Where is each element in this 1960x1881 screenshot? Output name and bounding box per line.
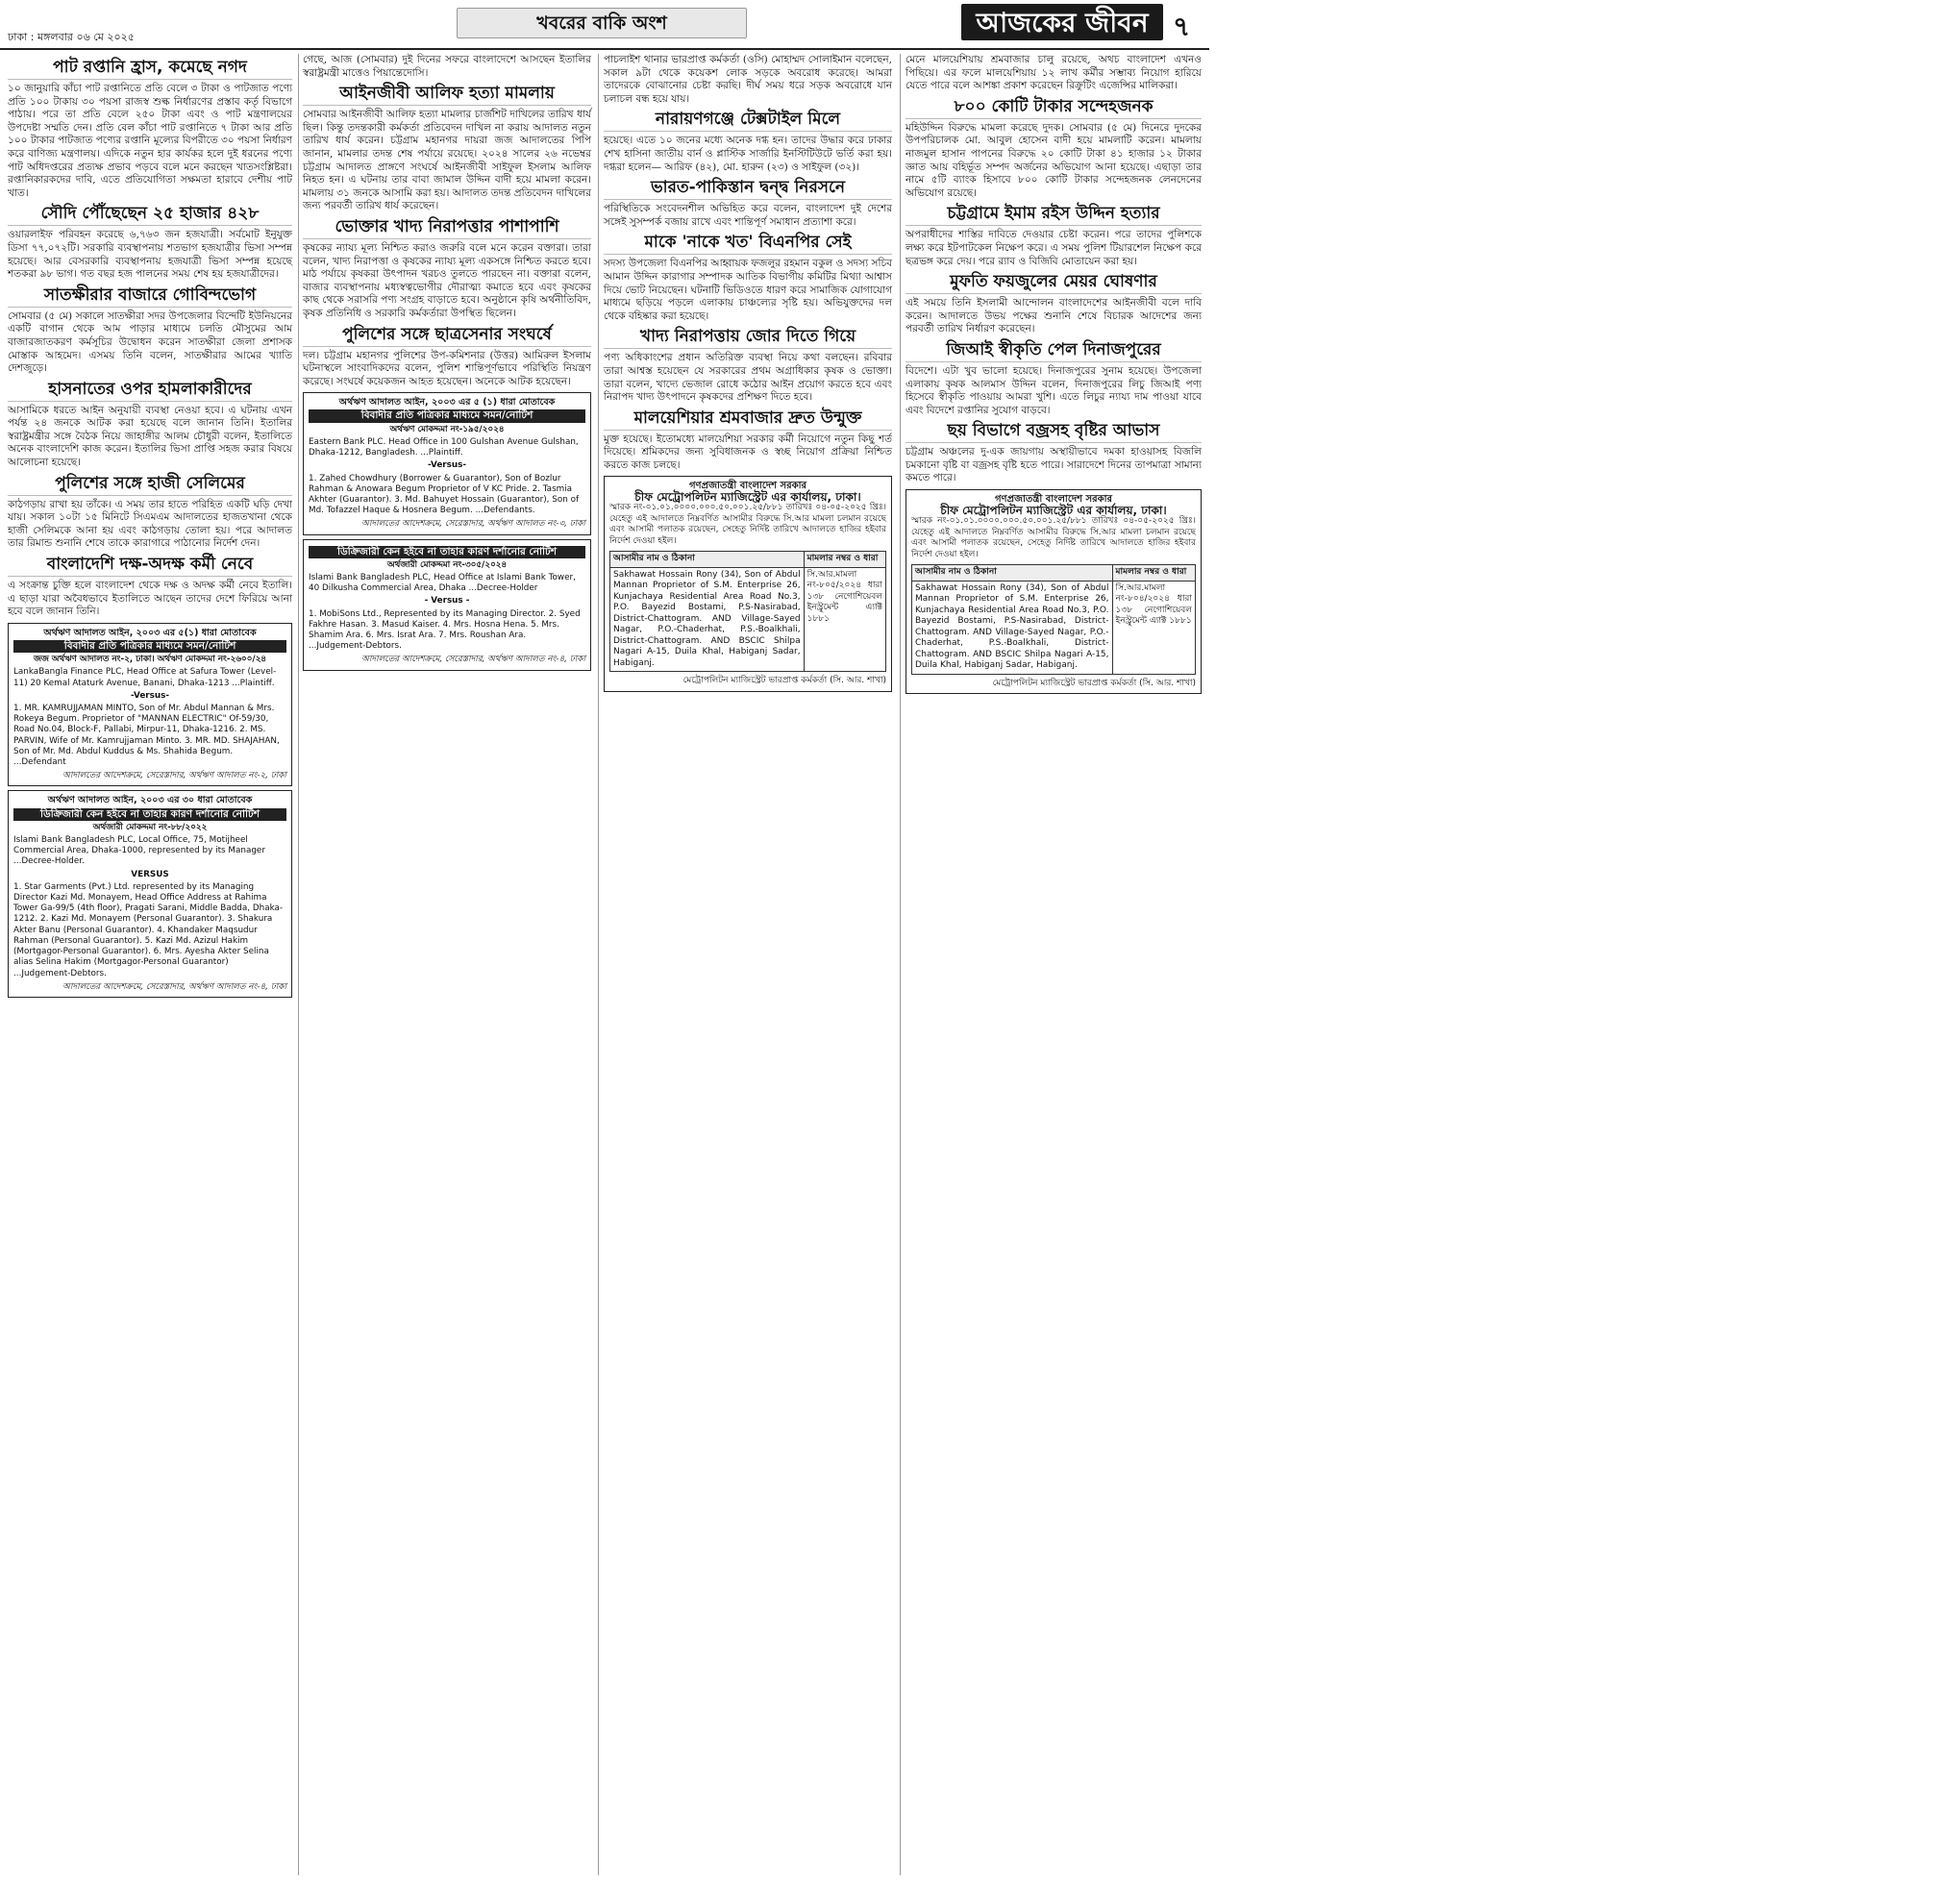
story-body: চট্টগ্রাম অঞ্চলের দু-এক জায়গায় অস্থায়ীভাবে দমকা হাওয়াসহ বিজলি চমকানো বৃষ্টি বা বজ্রসহ বৃষ্টি হতে পারে। সারাদেশে দিনের তাপমাত্রা সামান্য কমতে পারে।: [906, 446, 1202, 484]
legal-notice-summons: [303, 392, 591, 534]
case-details: সি.আর.মামলা নং-৮০৫/২০২৪ ধারা ১৩৮ নেগোশিয়েবল ইনস্ট্রুমেন্ট এ্যাক্ট ১৮৮১: [804, 567, 885, 672]
accused-details: Sakhawat Hossain Rony (34), Son of Abdul Mannan Proprietor of S.M. Enterprise 26, Kunjachaya Residential Area Road No.3, P.O. Bayezid Bostami, P.S-Nasirabad, District-Chattogram. AND Village-Sayed Nagar, P.O.-Chaderhat, P.S.-Boalkhali, District-Chattogram. AND BSCIC Shilpa Nagari A-15, Duila Khal, Habiganj Sadar, Habiganj.: [610, 567, 805, 672]
story-headline: মুফতি ফয়জুলের মেয়র ঘোষণার: [906, 272, 1202, 294]
story-headline: হাসনাতের ওপর হামলাকারীদের: [8, 380, 292, 402]
notice-defendants: 1. Zahed Chowdhury (Borrower & Guarantor), Son of Bozlur Rahman & Anowara Begum Proprietor of V KC Pride. 2. Tasmia Akhter (Guarantor). 3. Md. Bahuyet Hossain (Guarantor), Son of Md. Tofazzel Haque & Hosnera Begum. ...Defendants.: [309, 473, 580, 516]
notice-head: অর্থঋণ আদালত আইন, ২০০৩ এর ৫ (১) ধারা মোতাবেক: [338, 397, 556, 408]
notice-court: অর্থজারী মোকদ্দমা নং-৮৮/২০২২: [92, 822, 208, 832]
story-mufti-mayor: [906, 272, 1202, 336]
story-headline: জিআই স্বীকৃতি পেল দিনাজপুরের: [906, 340, 1202, 362]
story-food-safety: [303, 217, 591, 321]
section-title: খবরের বাকি অংশ: [457, 8, 747, 38]
court-signature: মেট্রোপলিটন ম্যাজিস্ট্রেট ভারপ্রাপ্ত কর্মকর্তা (সি. আর. শাখা): [682, 676, 886, 686]
story-headline: পুলিশের সঙ্গে হাজী সেলিমের: [8, 474, 292, 496]
column-1: [8, 54, 292, 1875]
story-headline: সাতক্ষীরার বাজারে গোবিন্দভোগ: [8, 285, 292, 308]
story-headline: ছয় বিভাগে বজ্রসহ বৃষ্টির আভাস: [906, 421, 1202, 443]
notice-versus: -Versus-: [427, 460, 467, 471]
story-headline: মালয়েশিয়ার শ্রমবাজার দ্রুত উন্মুক্ত: [604, 408, 892, 431]
story-body: কৃষকের ন্যায্য মূল্য নিশ্চিত করাও জরুরি বলে মনে করেন বক্তারা। তারা বলেন, খাদ্য নিরাপত্তা ও কৃষকের ন্যায্য মূল্য একসঙ্গে নিশ্চিত করতে হবে। মাঠ পর্যায়ে কৃষকরা উৎপাদন খরচও তুলতে পারছেন না। বক্তারা বলেন, বাজার ব্যবস্থাপনায় মধ্যস্বত্বভোগীর দৌরাত্ম্য কমাতে হবে এবং কৃষকের কাছ থেকে সরাসরি পণ্য সংগ্রহ বাড়াতে হবে। অনুষ্ঠানে কৃষি অর্থনীতিবিদ, কৃষক প্রতিনিধি ও সরকারি কর্মকর্তারা উপস্থিত ছিলেন।: [303, 241, 591, 319]
legal-notice-decree: [303, 539, 591, 671]
story-haji-selim: [8, 474, 292, 551]
notice-versus: VERSUS: [131, 869, 169, 879]
story-imam-murder: [906, 204, 1202, 268]
story-hasnat-attack: [8, 380, 292, 470]
story-headline: খাদ্য নিরাপত্তায় জোর দিতে গিয়ে: [604, 327, 892, 349]
notice-plaintiff: Islami Bank Bangladesh PLC, Head Office at Islami Bank Tower, 40 Dilkusha Commercial Area, Dhaka ...Decree-Holder: [309, 572, 576, 594]
story-malaysia-labour: [604, 408, 892, 473]
story-headline: পাট রপ্তানি হ্রাস, কমেছে নগদ: [8, 58, 292, 80]
notice-plaintiff: Eastern Bank PLC. Head Office in 100 Gulshan Avenue Gulshan, Dhaka-1212, Bangladesh. ...Plaintiff.: [309, 436, 579, 458]
notice-plaintiff: Islami Bank Bangladesh PLC, Local Office, 75, Motijheel Commercial Area, Dhaka-1000, represented by its Manager ...Decree-Holder.: [13, 835, 265, 867]
story-body: বিদেশে। এটা খুব ভালো হয়েছে। দিনাজপুরের সুনাম হয়েছে। উপজেলা এলাকায় কৃষক আলমাস উদ্দিন বলেন, দিনাজপুরের লিচু জিআই পণ্য হিসেবে স্বীকৃতি পাওয়ায় আমরা খুশি। এতে লিচুর ন্যায্য দাম পাওয়া যাবে এবং বিদেশে রপ্তানির সুযোগ বাড়বে।: [906, 364, 1202, 416]
story-body: পরিস্থিতিকে সংবেদনশীল অভিহিত করে বলেন, বাংলাদেশ দুই দেশের সঙ্গেই সুসম্পর্ক বজায় রাখে এবং শান্তিপূর্ণ সমাধান প্রত্যাশা করে।: [604, 203, 892, 228]
court-col-case: মামলার নম্বর ও ধারা: [804, 552, 885, 568]
story-satkhira-mango: [8, 285, 292, 376]
column-divider: [598, 54, 599, 1875]
legal-notice-summons: [8, 623, 292, 787]
story-headline: পুলিশের সঙ্গে ছাত্রসেনার সংঘর্ষে: [303, 325, 591, 347]
story-alif-murder: [303, 84, 591, 213]
story-body: সোমবার আইনজীবী আলিফ হত্যা মামলার চার্জশিট দাখিলের তারিখ ধার্য ছিল। কিন্তু তদন্তকারী কর্মকর্তা প্রতিবেদন দাখিল না করায় আদালত নতুন তারিখ ধার্য করেন। চট্টগ্রাম মহানগর দায়রা জজ আদালতের পিপি জানান, মামলার তদন্ত শেষ পর্যায়ে রয়েছে। ২০২৪ সালের ২৬ নভেম্বর চট্টগ্রাম আদালত প্রাঙ্গণে সংঘর্ষে আইনজীবী সাইফুল ইসলাম আলিফ নিহত হন। এ ঘটনায় তার বাবা জামাল উদ্দিন বাদী হয়ে মামলা করেন। মামলায় ৩১ জনকে আসামি করা হয়। আদালত তদন্ত প্রতিবেদন দাখিলের জন্য পরবর্তী তারিখ ধার্য করেছেন।: [303, 109, 591, 212]
story-body: অপরাধীদের শাস্তির দাবিতে দেওয়ার চেষ্টা করেন। পরে তাদের পুলিশকে লক্ষ্য করে ইটপাটকেল নিক্ষেপ করে। এ সময় পুলিশ টিয়ারশেল নিক্ষেপ করে ছত্রভঙ্গ করে দেয়। পরে র‍্যাব ও বিজিবি মোতায়েন করা হয়।: [906, 229, 1202, 267]
page-number: ৭: [1173, 11, 1191, 42]
court-col-name: আসামীর নাম ও ঠিকানা: [912, 565, 1113, 582]
story-headline: ভোক্তার খাদ্য নিরাপত্তার পাশাপাশি: [303, 217, 591, 239]
court-table: [911, 564, 1196, 675]
notice-defendants: 1. Star Garments (Pvt.) Ltd. represented by its Managing Director Kazi Md. Monayem, Head Office Address at Rahima Tower Ga-99/5 (4th floor), Pragati Sarani, Middle Badda, Dhaka-1212. 2. Kazi Md. Monayem (Personal Guarantor). 3. Shakura Akter Banu (Personal Guarantor). 4. Khandaker Maqsudur Rahman (Personal Guarantor). 5. Kazi Md. Azizul Hakim (Mortgagor-Personal Guarantor). 6. Mrs. Ayesha Akter Selina alias Selina Hakim (Mortgagor-Personal Guarantor) ...Judgement-Debtors.: [13, 881, 284, 978]
story-continuation: পাচলাইশ থানার ভারপ্রাপ্ত কর্মকর্তা (ওসি) মোহাম্মদ সোলাইমান বলেছেন, সকাল ৯টা থেকে কয়েকশ লোক সড়কে অবরোধ করেছে। আমরা তাদেরকে বোঝানোর চেষ্টা করছি। দীর্ঘ সময় ধরে সড়ক অবরোধে যান চলাচল বন্ধ হয়ে যায়।: [604, 54, 892, 105]
notice-title: বিবাদীর প্রতি পত্রিকার মাধ্যমে সমন/নোটিশ: [13, 640, 286, 653]
court-notice: [906, 489, 1202, 694]
story-continuation: মেনে মালয়েশিয়ায় শ্রমবাজার চালু রয়েছে, অথচ বাংলাদেশ এখনও পিছিয়ে। এর ফলে মালয়েশিয়ায় ১২ লাখ কর্মীর সম্ভাব্য নিয়োগ হারিয়ে যেতে পারে বলে আশঙ্কা প্রকাশ করেছেন রিক্রুটিং এজেন্সির মালিকরা।: [906, 54, 1202, 92]
story-food-security: [604, 327, 892, 404]
story-headline: মাকে 'নাকে খত' বিএনপির সেই: [604, 233, 892, 255]
column-3: [604, 54, 892, 1875]
notice-signature: আদালতের আদেশক্রমে, সেরেস্তাদার, অর্থঋণ আদালত নং-৪, ঢাকা: [62, 981, 286, 992]
column-2: [303, 54, 591, 1875]
story-jute-export: [8, 58, 292, 200]
notice-court: অর্থজারী মোকদ্দমা নং-৩০৫/২০২৪: [386, 559, 508, 570]
court-table: [609, 551, 886, 672]
notice-signature: আদালতের আদেশক্রমে, সেরেস্তাদার, অর্থঋণ আদালত নং-৩, ঢাকা: [361, 519, 585, 530]
notice-title: বিবাদীর প্রতি পত্রিকার মাধ্যমে সমন/নোটিশ: [309, 409, 585, 422]
case-details: সি.আর.মামলা নং-৮০৪/২০২৪ ধারা ১৩৮ নেগোশিয়েবল ইনস্ট্রুমেন্ট এ্যাক্ট ১৮৮১: [1112, 581, 1195, 674]
court-col-case: মামলার নম্বর ও ধারা: [1112, 565, 1195, 582]
court-body: স্মারক নং-০১.০১.০০০০.০০০.৫০.০০১.২৫/৮৮১ তারিখঃ ০৪-০৫-২০২৫ খ্রিঃ। যেহেতু এই আদালতে নিম্নবর্ণিত আসামীর বিরুদ্ধে সি.আর মামলা চলমান রয়েছে এবং আসামী পলাতক রয়েছেন, সেহেতু নির্দিষ্ট তারিখে আদালতে হাজির হইবার নির্দেশ দেওয়া হইল।: [609, 503, 886, 546]
notice-signature: আদালতের আদেশক্রমে, সেরেস্তাদার, অর্থঋণ আদালত নং-৪, ঢাকা: [361, 655, 585, 665]
court-office-title: চীফ মেট্রোপলিটন ম্যাজিস্ট্রেট এর কার্যালয়, ঢাকা।: [940, 503, 1167, 517]
column-divider: [298, 54, 299, 1875]
story-body: পণ্য অধিকাংশের প্রধান অতিরিক্ত ব্যবস্থা নিয়ে কথা বলছেন। রবিবার তারা আশ্বস্ত হয়েছেন যে সরকারের প্রথম অগ্রাধিকার কৃষক ও ভোক্তা। তারা বলেন, খাদ্যে ভেজাল রোধে কঠোর আইন প্রয়োগ করতে হবে এবং নিরাপদ খাদ্য উৎপাদনে কৃষকদের প্রশিক্ষণ দিতে হবে।: [604, 352, 892, 404]
story-body: কাঠগড়ায় রাখা হয় তাঁকে। এ সময় তার হাতে পরিহিত একটি ঘড়ি দেখা যায়। সকাল ১০টা ১৫ মিনিটে সিএমএম আদালতের হাজতখানা থেকে হাজী সেলিমকে আনা হয় এবং কাঠগড়ায় তোলা হয়। পরে আদালত তার রিমান্ড শুনানি শেষে তাকে কারাগারে পাঠানোর নির্দেশ দেন।: [8, 498, 292, 550]
story-body: ১০ জানুয়ারি কাঁচা পাট রপ্তানিতে প্রতি বেলে ৩ টাকা ও পাটজাত পণ্যে প্রতি ১০০ টাকায় ৩০ পয়সা রাজস্ব শুল্ক নির্ধারণের প্রস্তাব কর্তৃ বিভাগে পাঠায়। পরে তা প্রতি বেলে ২৫০ টাকা এবং ও পাট মন্ত্রণালয়ের উপদেষ্টা সম্মতি দেন। প্রতি বেল কাঁচা পাট রপ্তানিতে ৭ টাকা আর প্রতি ১০০ টাকার পাটজাত পণ্যের রপ্তানি মূল্যের বিপরীতে ৩০ পয়সা নির্ধারণ করে বাণিজ্য মন্ত্রণালয়। এদিকে নতুন হার কার্যকর হলে দুই ধরনের পণ্যে পাট অধিদপ্তরের প্রত্যক্ষ প্রভাব পড়বে বলে মনে করছেন খাতসংশ্লিষ্টরা। রপ্তানিকারকদের দাবি, এতে প্রতিযোগিতা সক্ষমতা হারাবে দেশীয় পাট খাত।: [8, 83, 292, 199]
story-headline: চট্টগ্রামে ইমাম রইস উদ্দিন হত্যার: [906, 204, 1202, 226]
notice-defendants: 1. MobiSons Ltd., Represented by its Managing Director. 2. Syed Fakhre Hasan. 3. Masud Kaiser. 4. Mrs. Hosna Hena. 5. Mrs. Shamim Ara. 6. Mrs. Israt Ara. 7. Mrs. Roushan Ara. ...Judgement-Debtors.: [309, 608, 581, 652]
story-continuation: গেছে, আজ (সোমবার) দুই দিনের সফরে বাংলাদেশে আসছেন ইতালির স্বরাষ্ট্রমন্ত্রী মাত্তেও পিয়ান্তেদোসি।: [303, 54, 591, 79]
notice-signature: আদালতের আদেশক্রমে, সেরেস্তাদার, অর্থঋণ আদালত নং-২, ঢাকা: [62, 771, 286, 781]
story-dinajpur-gi: [906, 340, 1202, 417]
notice-plaintiff: LankaBangla Finance PLC, Head Office at Safura Tower (Level-11) 20 Kemal Ataturk Avenue, Banani, Dhaka-1213 ...Plaintiff.: [13, 667, 277, 688]
notice-versus: -Versus-: [130, 690, 170, 701]
logo-tagline: সত্য প্রকাশে আপোষহীন: [1925, 20, 1960, 106]
court-gov-title: গণপ্রজাতন্ত্রী বাংলাদেশ সরকার: [995, 494, 1112, 506]
notice-head: অর্থঋণ আদালত আইন, ২০০৩ এর ৩০ ধারা মোতাবেক: [47, 795, 253, 806]
story-india-pakistan: [604, 178, 892, 229]
story-body: এই সময়ে তিনি ইসলামী আন্দোলন বাংলাদেশের আইনজীবী বলে দাবি করেন। আদালতে উভয় পক্ষের শুনানি শেষে বিচারক আদেশের জন্য পরবর্তী তারিখ নির্ধারণ করেছেন।: [906, 297, 1202, 335]
story-headline: ভারত-পাকিস্তান দ্বন্দ্ব নিরসনে: [604, 178, 892, 200]
column-divider: [900, 54, 901, 1875]
story-italy-workers: [8, 555, 292, 619]
column-4: [906, 54, 1202, 1875]
logo-title: আজকের জীবন: [976, 7, 1149, 38]
story-body: মহিউদ্দিন বিরুদ্ধে মামলা করেছে দুদক। সোমবার (৫ মে) দিনেরে দুদকের উপপরিচালক মো. আবুল হোসেন বাদী হয়ে মামলাটি করেন। মামলায় নাজমুল হাসান পাপনের বিরুদ্ধে ২০ কোটি টাকা ৪১ হাজার ১২ টাকার জ্ঞাত আয় বহির্ভূত সম্পদ অর্জনের অভিযোগ আনা হয়েছে। এছাড়া তার নামে ৫টি ব্যাংক হিসাবে ৮০০ কোটি টাকার সন্দেহজনক লেনদেনের অভিযোগ রয়েছে।: [906, 121, 1202, 199]
story-headline: নারায়ণগঞ্জে টেক্সটাইল মিলে: [604, 110, 892, 132]
notice-versus: - Versus -: [424, 596, 470, 606]
story-body: দল। চট্টগ্রাম মহানগর পুলিশের উপ-কমিশনার (উত্তর) আমিরুল ইসলাম ঘটনাস্থলে সাংবাদিকদের বলেন, পুলিশ শান্তিপূর্ণভাবে পরিস্থিতি নিয়ন্ত্রণ করেছে। সংঘর্ষে কয়েকজন আহত হয়েছেন। অনেকে আটক হয়েছেন।: [303, 349, 591, 387]
story-body: হয়েছে। এতে ১০ জনের মধ্যে অনেক দগ্ধ হন। তাদের উদ্ধার করে ঢাকার শেখ হাসিনা জাতীয় বার্ন ও প্লাস্টিক সার্জারি ইনস্টিটিউটে ভর্তি করা হয়। দগ্ধরা হলেন— আরিফ (৪২), মো. হারুন (২৩) ও সাইফুল (৩২)।: [604, 135, 892, 173]
story-body: এ সংক্রান্ত চুক্তি হলে বাংলাদেশ থেকে দক্ষ ও অদক্ষ কর্মী নেবে ইতালি। এ ছাড়া যারা অবৈধভাবে ইতালিতে আছেন তাদের দেশে ফিরিয়ে আনা হবে বলে জানান তিনি।: [8, 580, 292, 618]
story-police-chhatrasena: [303, 325, 591, 389]
accused-details: Sakhawat Hossain Rony (34), Son of Abdul Mannan Proprietor of S.M. Enterprise 26, Kunjachaya Residential Area Road No.3, P.O. Bayezid Bostami, P.S-Nasirabad, District-Chattogram. AND Village-Sayed Nagar, P.O.-Chaderhat, P.S.-Boalkhali, District-Chattogram. AND BSCIC Shilpa Nagari A-15, Duila Khal, Habiganj Sadar, Habiganj.: [912, 581, 1113, 674]
story-headline: বাংলাদেশি দক্ষ-অদক্ষ কর্মী নেবে: [8, 555, 292, 577]
story-narayanganj-mill: [604, 110, 892, 174]
legal-notice-decree: [8, 790, 292, 997]
story-body: সদস্য উপজেলা বিএনপির আহ্বায়ক ফজলুর রহমান বকুল ও সদস্য সচিব আমান উদ্দিন কারাগার সম্পাদক আতিক বিভাগীয় কমিটির মিথ্যা আশ্বাস দিয়ে ভোট নিয়েছেন। ঘটনাটি ভিডিওতে ধারণ করে সামাজিক যোগাযোগ মাধ্যমে ছড়িয়ে পড়লে এলাকায় চাঞ্চল্যের সৃষ্টি হয়। অভিযুক্তদের দল থেকে বহিষ্কার করা হয়েছে।: [604, 258, 892, 322]
court-gov-title: গণপ্রজাতন্ত্রী বাংলাদেশ সরকার: [689, 481, 806, 492]
story-headline: সৌদি পৌঁছেছেন ২৫ হাজার ৪২৮: [8, 204, 292, 226]
notice-title: ডিক্রিজারী কেন হইবে না তাহার কারণ দর্শানোর নোটিশ: [309, 546, 585, 558]
notice-title: ডিক্রিজারী কেন হইবে না তাহার কারণ দর্শানোর নোটিশ: [13, 808, 286, 821]
date-line: ঢাকা : মঙ্গলবার ০৬ মে ২০২৫: [8, 31, 135, 43]
story-bnp-apology: [604, 233, 892, 323]
court-office-title: চীফ মেট্রোপলিটন ম্যাজিস্ট্রেট এর কার্যালয়, ঢাকা।: [634, 489, 861, 504]
notice-defendants: 1. MR. KAMRUJJAMAN MINTO, Son of Mr. Abdul Mannan & Mrs. Rokeya Begum. Proprietor of "MANNAN ELECTRIC" Of-59/30, Road No.04, Block-F, Pallabi, Mirpur-11, Dhaka-1216. 2. MS. PARVIN, Wife of Mr. Kamrujjaman Minto. 3. MR. MD. SHAJAHAN, Son of Mr. Md. Abdul Kuddus & Ms. Shahida Begum. ...Defendant: [13, 704, 280, 768]
story-body: ওয়ারলাইফ পরিবহন করেছে ৬,৭৬৩ জন হজযাত্রী। সর্বমোট ইনুযুক্ত ডিসা ৭৭,০৭২টি। সরকারি ব্যবস্থাপনায় শতভাগ হজযাত্রীর ভিসা সম্পন্ন হয়েছে। আর বেসরকারি ব্যবস্থাপনায় হজযাত্রী ভিসা সম্পন্ন হয়েছে শতকরা ৯৮ ভাগ। গত বছর হজ পালনের সময় শেষ হয় হজযাত্রীদের।: [8, 229, 292, 281]
story-body: আসামিকে ধরতে আইন অনুযায়ী ব্যবস্থা নেওয়া হবে। এ ঘটনায় এখন পর্যন্ত ২৪ জনকে আটক করা হয়েছে বলে জানান তিনি। ইতালির স্বরাষ্ট্রমন্ত্রীর সঙ্গে বৈঠক নিয়ে জাহাঙ্গীর আলম চৌধুরী বলেন, ইতালিতে অনেক বাংলাদেশি কাজ করেন। ইতালির ভিসা প্রাপ্তি সহজ করার বিষয়ে আলোচনা হয়েছে।: [8, 404, 292, 469]
court-col-name: আসামীর নাম ও ঠিকানা: [610, 552, 805, 568]
story-body: সোমবার (৫ মে) সকালে সাতক্ষীরা সদর উপজেলার বিন্দেটি ইউনিয়নের একটি বাগান থেকে আম পাড়ার মাধ্যমে চলতি মৌসুমের আম বাজারজাতকরণ কর্মসূচির উদ্বোধন করেন সাতক্ষীরা জেলা প্রশাসক মোস্তাক আহমেদ। এসময় তিনি বলেন, সাতক্ষীরার আমের খ্যাতি দেশজুড়ে।: [8, 309, 292, 375]
notice-head: অর্থঋণ আদালত আইন, ২০০৩ এর ৫(১) ধারা মোতাবেক: [43, 627, 257, 638]
court-notice: [604, 476, 892, 692]
notice-court: অর্থঋণ মোকদ্দমা নং-১৯৫/২০২৪: [389, 424, 505, 434]
story-800-crore: [906, 97, 1202, 201]
court-body: স্মারক নং-০১.০১.০০০০.০০০.৫০.০০১.২৫/৮৮১ তারিখঃ ০৪-০৫-২০২৫ খ্রিঃ। যেহেতু এই আদালতে নিম্নবর্ণিত আসামীর বিরুদ্ধে সি.আর মামলা চলমান রয়েছে এবং আসামী পলাতক রয়েছেন, সেহেতু নির্দিষ্ট তারিখে আদালতে হাজির হইবার নির্দেশ দেওয়া হইল।: [911, 516, 1196, 559]
court-signature: মেট্রোপলিটন ম্যাজিস্ট্রেট ভারপ্রাপ্ত কর্মকর্তা (সি. আর. শাখা): [992, 678, 1196, 688]
story-body: মুক্ত হয়েছে। ইতোমধ্যে মালয়েশিয়া সরকার কর্মী নিয়োগে নতুন কিছু শর্ত দিয়েছে। শ্রমিকদের জন্য সুবিধাজনক ও স্বচ্ছ নিয়োগ প্রক্রিয়া নিশ্চিত করতে কাজ চলছে।: [604, 433, 892, 471]
story-headline: আইনজীবী আলিফ হত্যা মামলায়: [303, 84, 591, 106]
notice-court: জজ অর্থঋণ আদালত নং-২, ঢাকা। অর্থঋণ মোকদ্দমা নং-২৬০০/২৪: [33, 655, 267, 665]
story-headline: ৮০০ কোটি টাকার সন্দেহজনক: [906, 97, 1202, 119]
story-saudi-hajj: [8, 204, 292, 281]
story-rain-forecast: [906, 421, 1202, 485]
